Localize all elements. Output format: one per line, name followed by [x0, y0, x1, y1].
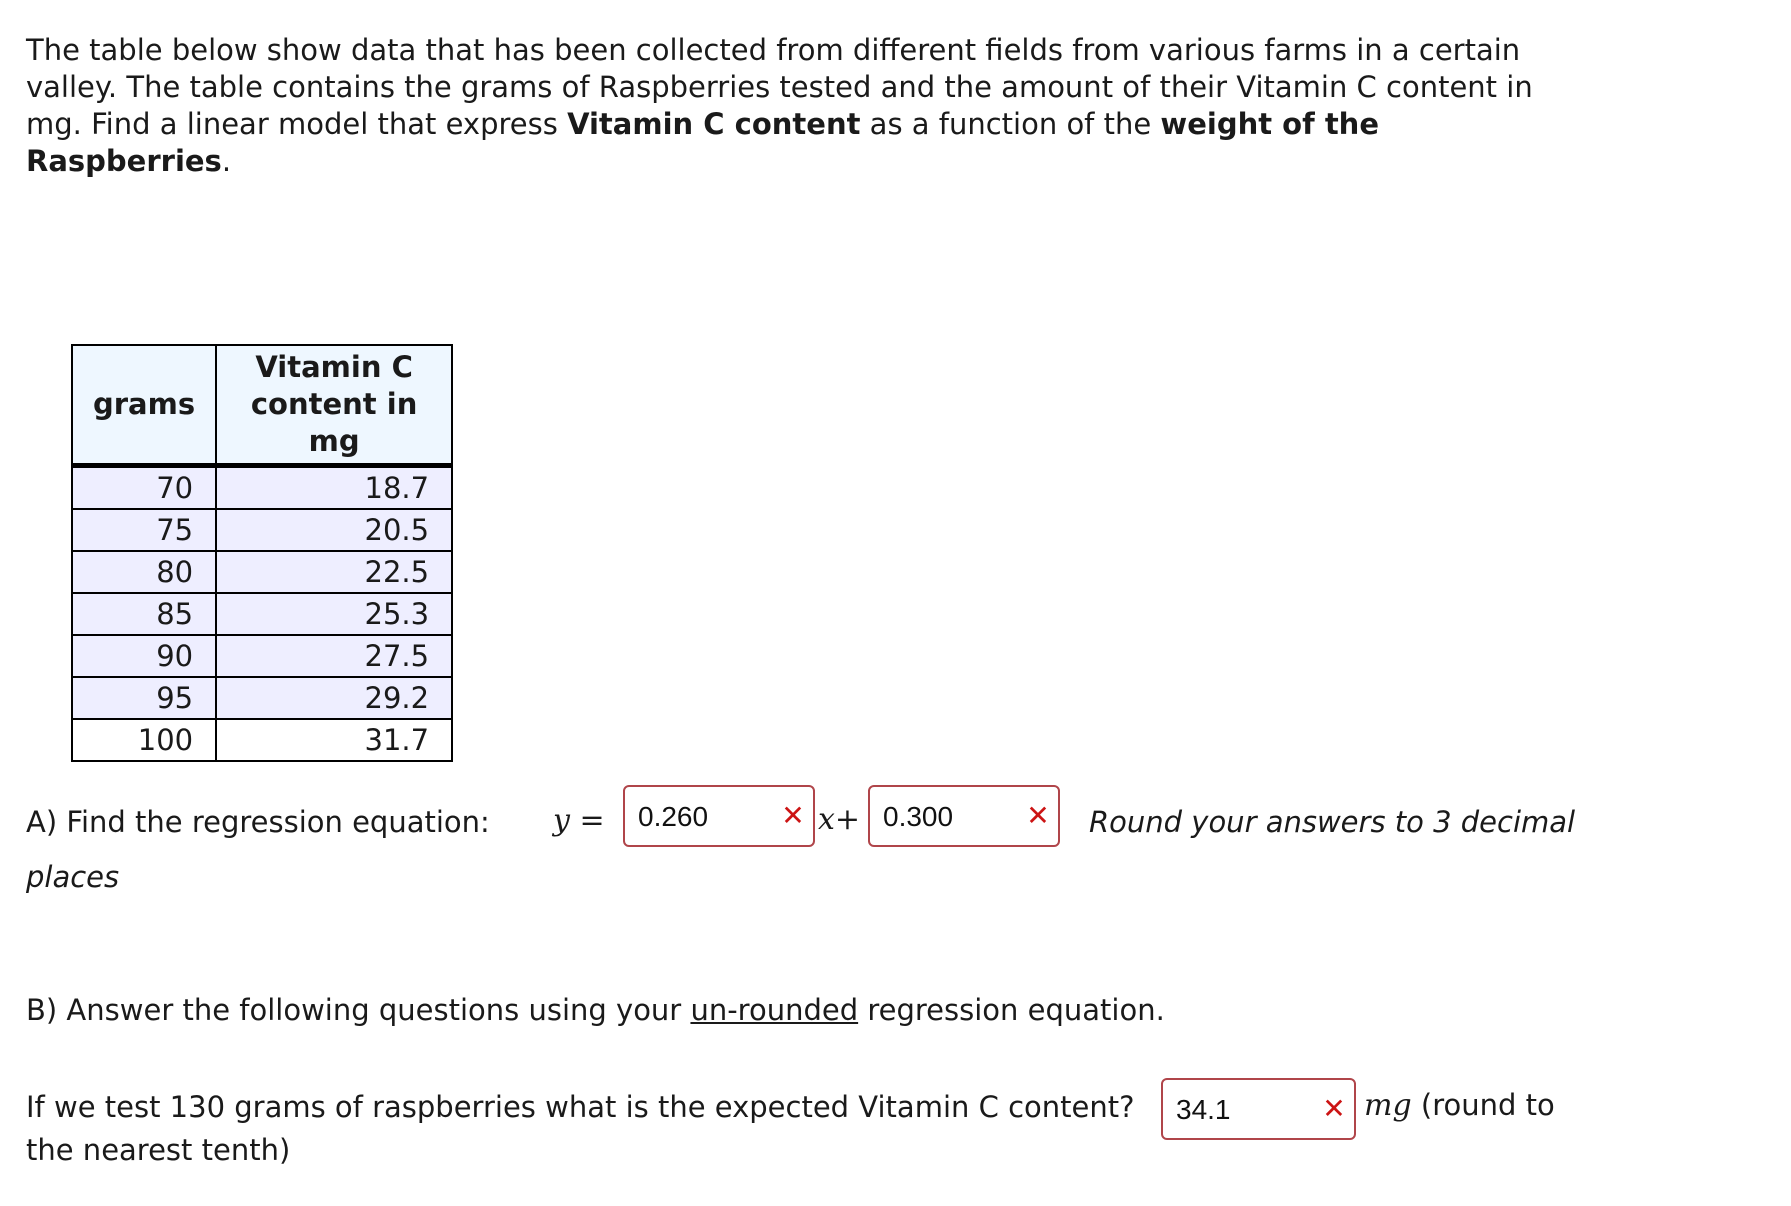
rounding-note: (round to [1411, 1088, 1555, 1122]
cell-grams: 95 [72, 677, 216, 719]
table-row [72, 635, 452, 677]
problem-statement [26, 32, 1586, 180]
slope-input[interactable] [623, 785, 815, 847]
intro-bold-vitamin-c: Vitamin C content [567, 107, 861, 141]
table-row [72, 719, 452, 761]
round-instruction: Round your answers to 3 decimal [1089, 805, 1576, 839]
cell-grams: 80 [72, 551, 216, 593]
cell-vitamin-c: 29.2 [216, 677, 452, 719]
equation-x-plus: x+ [818, 802, 861, 837]
rounding-note-continued: the nearest tenth) [26, 1133, 291, 1167]
incorrect-x-icon: ✕ [1026, 799, 1050, 832]
intercept-input[interactable] [868, 785, 1060, 847]
part-b-text-2: regression equation. [858, 993, 1165, 1027]
incorrect-x-icon: ✕ [1322, 1092, 1346, 1125]
table-row [72, 509, 452, 551]
table-header-row [72, 345, 452, 466]
cell-grams: 75 [72, 509, 216, 551]
cell-grams: 85 [72, 593, 216, 635]
cell-vitamin-c: 31.7 [216, 719, 452, 761]
incorrect-x-icon: ✕ [781, 799, 805, 832]
vitamin-c-answer-value: 34.1 [1176, 1094, 1231, 1125]
round-instruction-continued: places [26, 860, 120, 894]
part-a-label: A) Find the regression equation: [26, 805, 490, 839]
cell-vitamin-c: 20.5 [216, 509, 452, 551]
intro-text-2: as a function of the [860, 107, 1161, 141]
cell-grams: 70 [72, 466, 216, 510]
table-row [72, 593, 452, 635]
cell-vitamin-c: 25.3 [216, 593, 452, 635]
table-row [72, 466, 452, 510]
data-table [71, 344, 453, 762]
cell-grams: 90 [72, 635, 216, 677]
equation-y-equals: y = [553, 803, 605, 838]
unit-mg: mg [1364, 1088, 1412, 1123]
table-row [72, 551, 452, 593]
intro-text-3: . [221, 144, 232, 178]
question-1-text: If we test 130 grams of raspberries what is the expected Vitamin C content? [26, 1090, 1135, 1124]
part-a-row [26, 785, 1706, 855]
cell-grams: 100 [72, 719, 216, 761]
intro-bold-weight: weight of the Raspberries [26, 107, 1379, 178]
slope-value: 0.260 [638, 801, 709, 832]
intro-text-1: The table below show data that has been collected from different fields from various farms in a certain valley. The table contains the grams of Raspberries tested and the amount of their Vitamin C content in mg. Find a linear model that express [26, 33, 1533, 141]
cell-vitamin-c: 22.5 [216, 551, 452, 593]
column-header-grams: grams [72, 345, 216, 466]
cell-vitamin-c: 18.7 [216, 466, 452, 510]
part-b-underlined: un-rounded [690, 993, 859, 1027]
cell-vitamin-c: 27.5 [216, 635, 452, 677]
part-b-text-1: B) Answer the following questions using your [26, 993, 691, 1027]
vitamin-c-answer-input[interactable] [1161, 1078, 1356, 1140]
table-row [72, 677, 452, 719]
part-b-instruction [26, 993, 1165, 1027]
intercept-value: 0.300 [883, 801, 954, 832]
unit-and-rounding-note [1364, 1088, 1555, 1123]
column-header-vitamin-c: Vitamin C content in mg [216, 345, 452, 466]
